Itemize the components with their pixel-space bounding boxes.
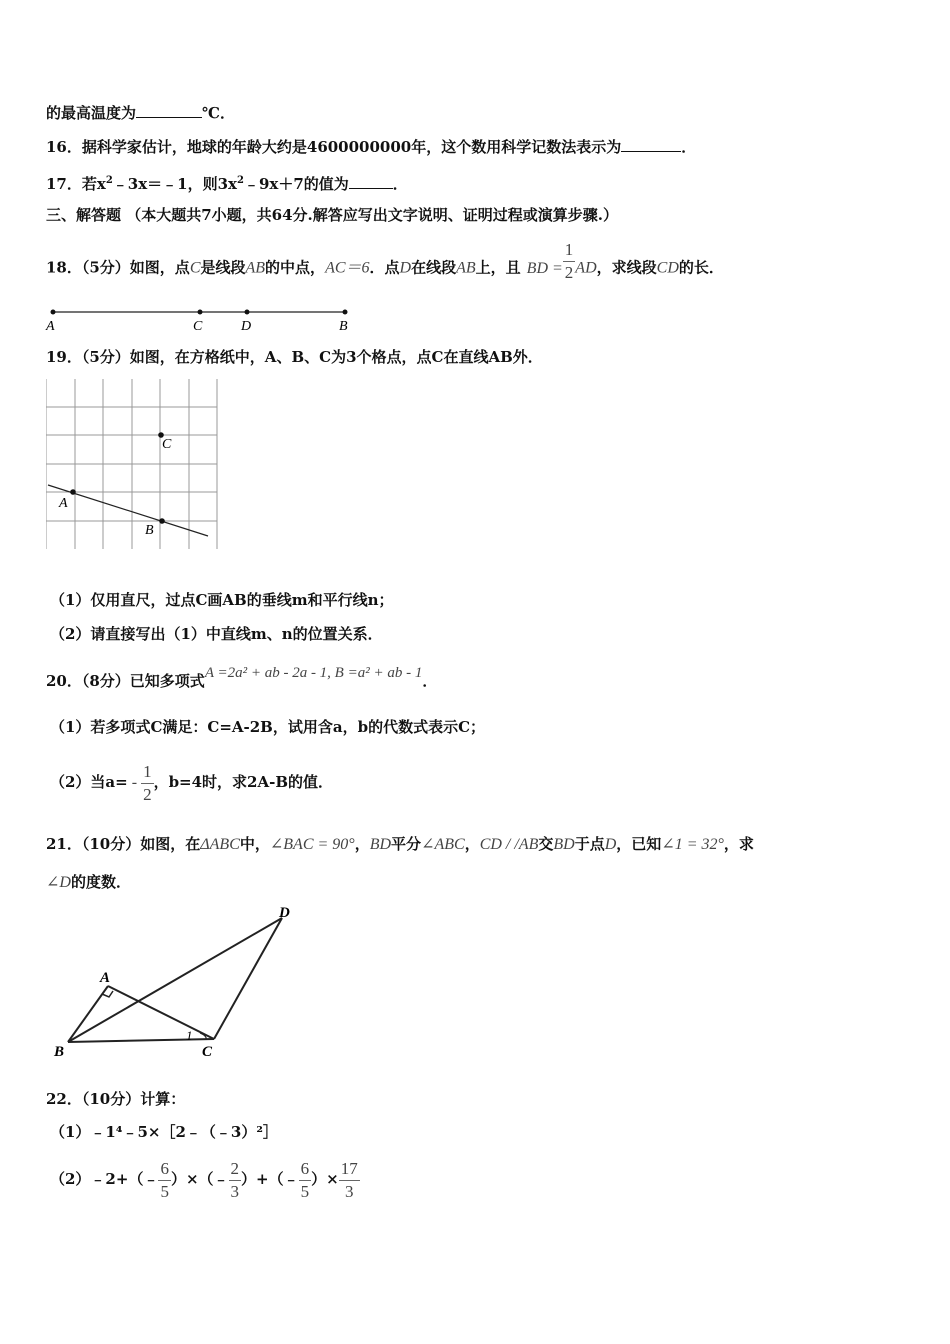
point-b-dot: [343, 310, 348, 315]
q21-bd: BD: [369, 836, 392, 853]
q18-frac-num: 1: [563, 241, 576, 262]
q22-mid3: ）×: [311, 1170, 339, 1188]
q17-mid: ﹣3x＝﹣1，则3x: [112, 175, 237, 193]
grid-lines: [46, 379, 217, 549]
q20-end: ．: [422, 672, 438, 690]
q17-exp2: 2: [237, 175, 244, 186]
segment-cd: [214, 918, 282, 1039]
q21-bd2: BD: [553, 836, 575, 853]
q21-angle-1: ∠1 = 32°: [661, 836, 724, 853]
q19-sub1: （1）仅用直尺，过点C画AB的垂线m和平行线n；: [50, 591, 394, 609]
section-3-heading: 三、解答题 （本大题共7小题，共64分.解答应写出文字说明、证明过程或演算步骤.）: [46, 206, 618, 224]
q18-seg-ab: AB: [245, 259, 266, 277]
q20-line: [46, 665, 438, 692]
q18-point-d: D: [399, 259, 412, 277]
q22-frac-1: [158, 1160, 171, 1201]
q17-line: [46, 171, 408, 194]
q19-sub2: （2）请直接写出（1）中直线m、n的位置关系．: [50, 625, 383, 643]
q18-frac-den: 2: [564, 263, 574, 282]
point-b: [159, 518, 165, 524]
q17-answer-blank[interactable]: [349, 174, 393, 189]
label-c: C: [202, 1044, 213, 1060]
q18-text3: ．点: [369, 258, 400, 277]
q17-exp1: 2: [105, 175, 113, 186]
q22-frac-4: [339, 1160, 360, 1201]
q15-line: [46, 103, 235, 123]
label-a: A: [59, 496, 68, 511]
q18-ac-eq: AC＝6: [325, 259, 370, 277]
q18-bd: BD =: [526, 259, 563, 277]
q16-answer-blank[interactable]: [621, 137, 681, 152]
q20-number: 20．（8分）已知多项式: [46, 672, 205, 690]
q21-text6: 于点: [574, 835, 605, 853]
label-d: D: [241, 319, 252, 334]
point-d-dot: [245, 310, 250, 315]
q22-frac2-den: 3: [230, 1181, 240, 1201]
q20-frac-num: 1: [141, 763, 154, 784]
point-a-dot: [51, 310, 56, 315]
q21-triangle-figure: [50, 898, 310, 1066]
q18-ad: AD: [575, 259, 597, 277]
q15-answer-blank[interactable]: [136, 103, 202, 118]
label-b: B: [145, 523, 154, 538]
label-1: 1: [186, 1028, 193, 1043]
q22-frac3-num: 6: [299, 1160, 312, 1181]
q21-line1: [46, 834, 754, 855]
q21-angle-abc: ∠ABC: [421, 836, 465, 853]
q18-text4: 在线段: [411, 258, 457, 277]
q16-end: ．: [681, 138, 697, 156]
q22-frac2-num: 2: [229, 1160, 242, 1181]
q21-text2: ，: [354, 835, 370, 853]
label-b: B: [339, 319, 348, 334]
q22-mid2: ）+（﹣: [241, 1170, 299, 1188]
q21-triangle: ΔABC: [200, 836, 240, 853]
label-a: A: [46, 319, 55, 334]
q18-line: [46, 240, 724, 282]
q22-frac1-num: 6: [158, 1160, 171, 1181]
point-a: [70, 489, 76, 495]
q18-figure: [40, 302, 370, 340]
q20-sub2-pre: （2）当a=: [50, 773, 128, 791]
q19-stem: 19．（5分）如图，在方格纸中，A、B、C为3个格点，点C在直线AB外．: [46, 348, 543, 366]
q22-frac1-den: 5: [160, 1181, 169, 1201]
q20-fraction: [141, 763, 154, 804]
q18-text1: 是线段: [200, 258, 246, 277]
q20-sub2: [50, 760, 333, 805]
q21-angle-bac: ∠BAC = 90°: [269, 836, 355, 853]
q22-sub2-pre: （2）﹣2+（﹣: [50, 1170, 159, 1188]
q21-text3: 平分: [391, 835, 422, 853]
q20-polynomials: A =2a² + ab - 2a - 1, B =a² + ab - 1: [204, 665, 423, 681]
q21-d: D: [604, 836, 617, 853]
q15-text: 的最高温度为: [46, 104, 137, 122]
q22-frac4-num: 17: [339, 1160, 360, 1181]
q17-prefix: 17．若x: [46, 175, 106, 193]
q17-end: ．: [392, 175, 408, 193]
q21-line2: [46, 872, 131, 893]
q22-frac-3: [299, 1160, 312, 1201]
point-c-dot: [198, 310, 203, 315]
q18-text6: ，求线段: [596, 258, 657, 277]
q18-seg-cd: CD: [656, 259, 679, 277]
q22-frac4-den: 3: [344, 1181, 354, 1201]
q18-seg-ab2: AB: [456, 259, 476, 277]
q18-number: 18．（5分）如图，点: [46, 258, 190, 277]
q16-text: 16．据科学家估计，地球的年龄大约是4600000000年，这个数用科学记数法表示为: [46, 138, 622, 156]
label-c: C: [193, 319, 203, 334]
q22-mid1: ）×（﹣: [170, 1170, 229, 1188]
q18-point-c: C: [189, 259, 201, 277]
q21-cd-parallel-ab: CD / /AB: [479, 836, 539, 853]
q16-line: [46, 137, 696, 157]
q21-number: 21．（10分）如图，在: [46, 835, 201, 853]
label-a: A: [100, 970, 111, 986]
q21-angle-d: ∠D: [46, 874, 71, 891]
q18-text2: 的中点，: [265, 258, 326, 277]
q19-grid-figure: [46, 379, 221, 557]
q21-text8: ，求: [723, 835, 754, 853]
q21-text1: 中，: [239, 835, 270, 853]
q20-sub2-post: ，b=4时，求2A-B的值．: [153, 773, 334, 791]
q22-frac3-den: 5: [300, 1181, 310, 1201]
q22-sub2: [50, 1157, 360, 1201]
q15-unit: ℃．: [202, 104, 235, 122]
q17-tail: ﹣9x＋7的值为: [243, 175, 349, 193]
q18-text7: 的长．: [678, 258, 724, 277]
label-c: C: [162, 437, 172, 452]
q22-frac-2: [229, 1160, 242, 1201]
q20-neg: -: [131, 774, 138, 791]
segment-ac: [108, 986, 214, 1039]
q20-frac-den: 2: [143, 784, 152, 804]
q18-text5: 上，且: [475, 258, 521, 277]
q22-sub1: （1）﹣1⁴﹣5×［2﹣（﹣3）²］: [50, 1123, 278, 1141]
q18-fraction: [563, 241, 576, 282]
label-b: B: [54, 1044, 65, 1060]
q21-text5: 交: [538, 835, 554, 853]
q21-text4: ，: [464, 835, 480, 853]
label-d: D: [279, 905, 290, 921]
q20-sub1: （1）若多项式C满足：C=A-2B，试用含a，b的代数式表示C；: [50, 718, 486, 736]
q22-title: 22．（10分）计算：: [46, 1090, 186, 1108]
q21-text7: ，已知: [616, 835, 662, 853]
q21-line2-text: 的度数．: [70, 873, 131, 891]
